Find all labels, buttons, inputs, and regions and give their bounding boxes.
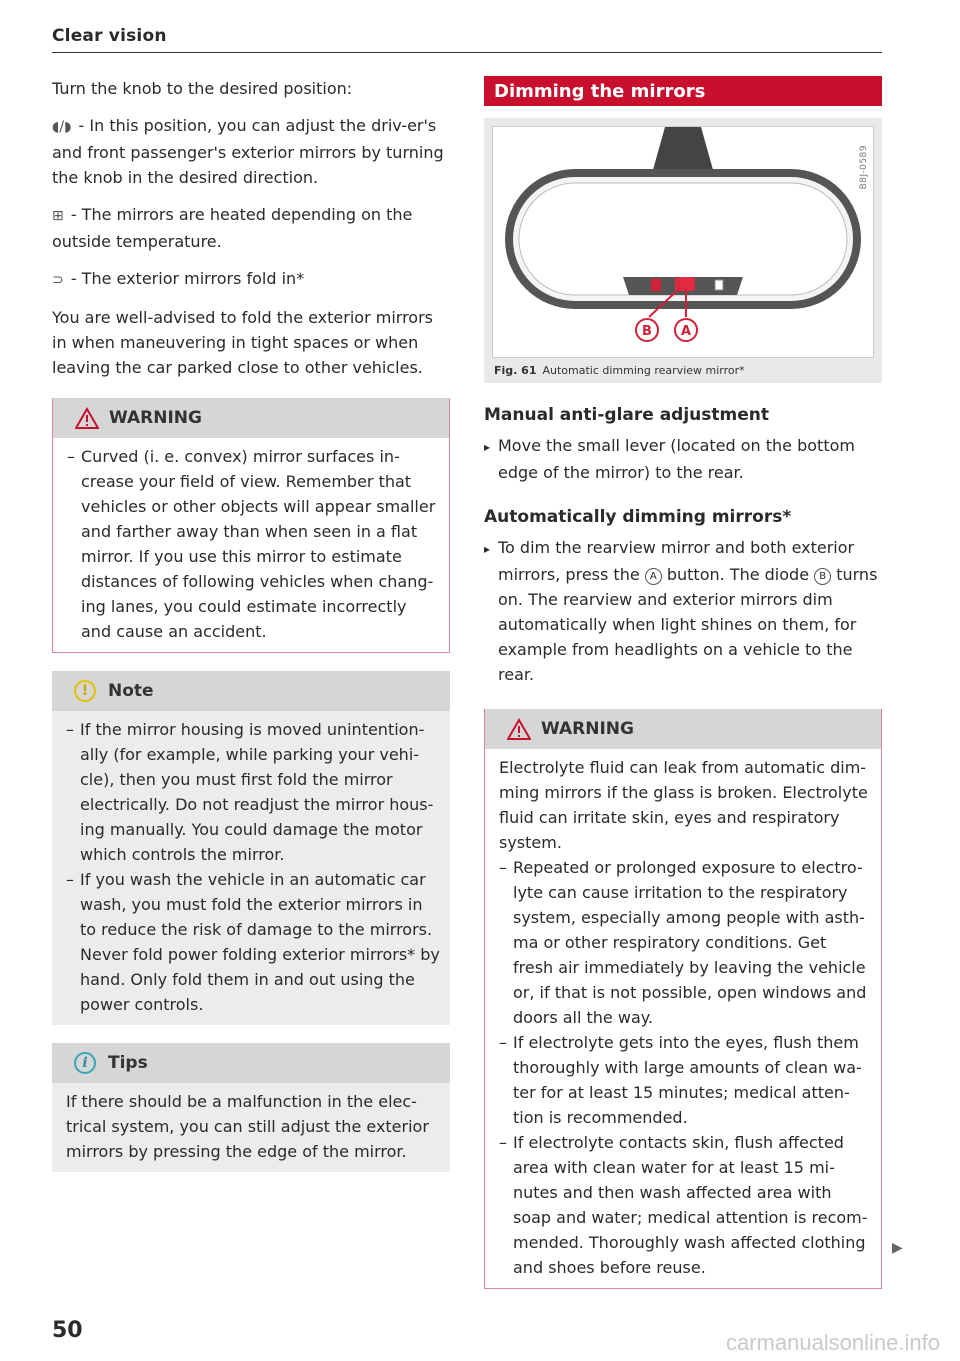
mirror-illustration — [492, 126, 874, 358]
tips-title: Tips — [108, 1053, 148, 1073]
left-column — [52, 76, 450, 1172]
tips-header — [52, 1043, 450, 1083]
button-a-marker: A — [645, 568, 662, 585]
continue-arrow-icon: ▶ — [892, 1240, 903, 1256]
tips-text: If there should be a malfunction in the elec-trical system, you can still adjust the exterior mirrors by pressing the edge of the mirror. — [66, 1092, 429, 1161]
advice-text: You are well-advised to fold the exterior mirrors in when maneuvering in tight spaces or when leaving the car parked close to other vehicles. — [52, 308, 433, 377]
page-header — [52, 26, 882, 53]
callout-a: A — [680, 324, 692, 339]
manual-step: ▸ Move the small lever (located on the bottom edge of the mirror) to the rear. — [484, 433, 882, 485]
rearview-mirror-drawing — [493, 127, 873, 357]
figure-number: Fig. 61 — [494, 364, 537, 377]
knob-item-text: - The mirrors are heated depending on the outside temperature. — [52, 205, 413, 251]
figure-caption — [492, 358, 874, 383]
warning-title: WARNING — [109, 408, 202, 428]
page-number: 50 — [52, 1318, 83, 1343]
mirror-heat-icon: ⊞ — [52, 208, 64, 224]
auto-step-text: turns on. The rearview and exterior mirrors dim automatically when light shines on them, for example from headlights on a vehicle to the rear. — [498, 565, 878, 684]
electrolyte-warning-box — [484, 709, 882, 1289]
note-item: – If the mirror housing is moved unintention-ally (for example, while parking your vehi-cle), then you must first fold the mirror electrically. Do not readjust the mirror hous-ing manually. You could damage the motor which controls the mirror. — [66, 717, 440, 867]
page-title: Clear vision — [52, 26, 167, 46]
warning-triangle-icon — [75, 407, 99, 429]
callout-b: B — [642, 324, 652, 339]
warning-header — [53, 398, 449, 438]
watermark: carmanualsonline.info — [725, 1330, 940, 1355]
tips-box — [52, 1043, 450, 1172]
exclamation-circle-icon: ! — [74, 680, 96, 702]
auto-step — [484, 535, 882, 687]
right-column — [484, 76, 882, 1289]
knob-item-text: - In this position, you can adjust the driv-er's and front passenger's exterior mirrors by turning the knob in the desired direction. — [52, 116, 444, 187]
warning-item: – Curved (i. e. convex) mirror surfaces in-crease your field of view. Remember that vehicles or other objects will appear smaller and farther away than when seen in a flat mirror. If you use this mirror to estimate distances of following vehicles when chang-ing lanes, you could estimate incorrectly and cause an accident. — [67, 444, 439, 644]
note-header — [52, 671, 450, 711]
note-box — [52, 671, 450, 1025]
warning-triangle-icon — [507, 718, 531, 740]
knob-item-text: - The exterior mirrors fold in* — [65, 269, 305, 288]
section-title: Dimming the mirrors — [484, 76, 882, 106]
figure — [484, 118, 882, 383]
intro-text: Turn the knob to the desired position: — [52, 79, 353, 98]
warning-item: – Repeated or prolonged exposure to electro-lyte can cause irritation to the respiratory system, especially among people with asth-ma or other respiratory conditions. Get fresh air immediately by leaving the vehicle or, if that is not possible, open windows and doors all the way. — [499, 855, 871, 1030]
diode-b-marker: B — [814, 568, 831, 585]
info-circle-icon: i — [74, 1052, 96, 1074]
note-item: – If you wash the vehicle in an automatic car wash, you must fold the exterior mirrors in to reduce the risk of damage to the mirrors. Never fold power folding exterior mirrors* by hand. Only fold them in and out using the power controls. — [66, 867, 440, 1017]
warning-header — [485, 709, 881, 749]
knob-item-adjust — [52, 113, 450, 190]
auto-heading: Automatically dimming mirrors* — [484, 507, 792, 527]
warning-item: – If electrolyte gets into the eyes, flush them thoroughly with large amounts of clean wa-ter for at least 15 minutes; medical atten-tion is recommended. — [499, 1030, 871, 1130]
mirror-fold-icon: ⊃ — [52, 272, 64, 288]
figure-code: B8J-0589 — [859, 145, 869, 190]
mirror-adjust-icon: ◖/◗ — [52, 119, 72, 135]
knob-item-heat — [52, 202, 450, 254]
knob-item-fold — [52, 266, 450, 293]
figure-caption-text: Automatic dimming rearview mirror* — [542, 364, 745, 377]
warning-item: – If electrolyte contacts skin, flush affected area with clean water for at least 15 mi-nutes and then wash affected area with soap and water; medical attention is recom-mended. Thoroughly wash affected clothing and shoes before reuse. — [499, 1130, 871, 1280]
auto-step-text: To dim the rearview mirror and both exterior mirrors, press the — [498, 538, 855, 584]
auto-step-text: button. The diode — [661, 565, 815, 584]
warning-box — [52, 398, 450, 653]
warning-intro: Electrolyte fluid can leak from automatic dim-ming mirrors if the glass is broken. Electrolyte fluid can irritate skin, eyes and respiratory system. — [499, 758, 868, 852]
manual-heading: Manual anti-glare adjustment — [484, 405, 769, 425]
note-title: Note — [108, 681, 154, 701]
warning-title: WARNING — [541, 719, 634, 739]
